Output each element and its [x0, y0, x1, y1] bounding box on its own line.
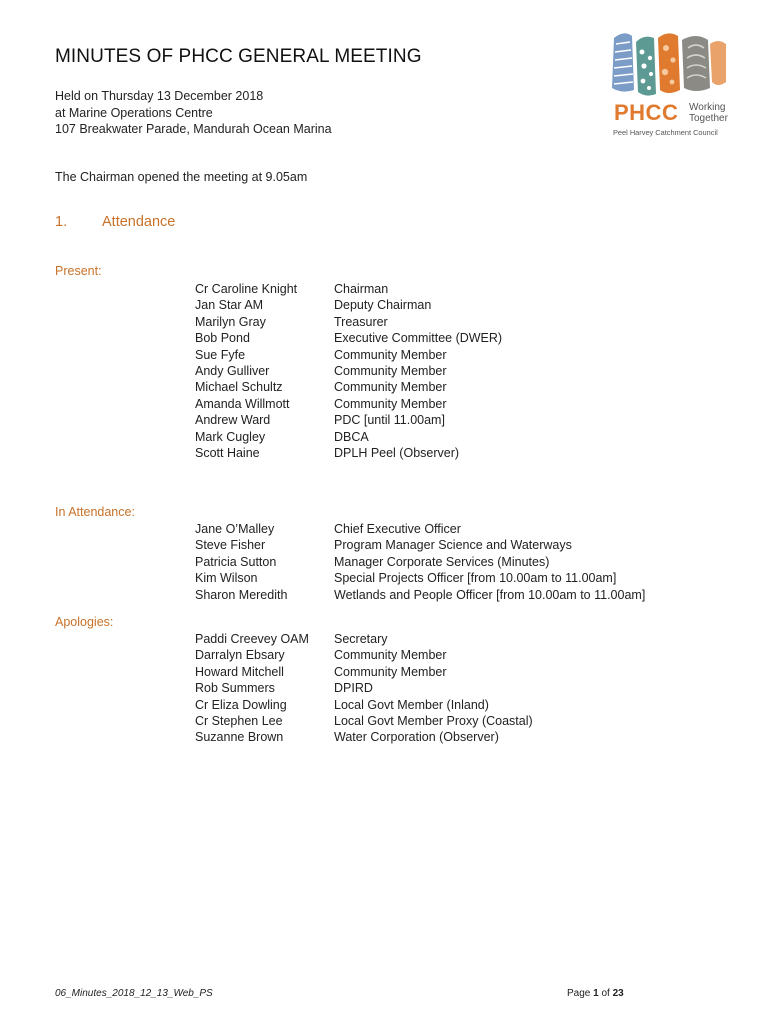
attendee-role: DPLH Peel (Observer) — [334, 445, 460, 460]
attendee-name: Michael Schultz — [195, 380, 283, 395]
of-word: of — [601, 988, 610, 999]
attendee-role: Local Govt Member (Inland) — [334, 697, 489, 712]
page-title: MINUTES OF PHCC GENERAL MEETING — [55, 46, 422, 67]
logo-wordmark: PHCC — [614, 100, 679, 125]
attendee-name: Cr Stephen Lee — [195, 713, 283, 728]
attendee-role: Wetlands and People Officer [from 10.00am to 11.00am] — [334, 587, 646, 602]
attendee-role: DBCA — [334, 429, 369, 444]
attendee-name: Andrew Ward — [195, 413, 271, 428]
attendee-role: Secretary — [334, 632, 388, 646]
attendee-role: Special Projects Officer [from 10.00am to 11.00am] — [334, 571, 617, 586]
attendee-name: Sue Fyfe — [195, 347, 246, 362]
logo-tagline-line2: Together — [689, 112, 728, 124]
attendee-role: Community Member — [334, 380, 447, 395]
attendee-name: Kim Wilson — [195, 571, 258, 586]
logo-subtitle: Peel Harvey Catchment Council — [613, 128, 718, 137]
meeting-venue: at Marine Operations Centre — [55, 105, 213, 120]
attendee-name: Amanda Willmott — [195, 396, 290, 411]
logo-orange-stripe — [658, 33, 680, 93]
attendee-name: Jan Star AM — [195, 298, 264, 313]
attendee-role: Treasurer — [334, 314, 388, 329]
meeting-details — [55, 88, 332, 138]
attendee-name: Paddi Creevey OAM — [195, 632, 309, 646]
attendee-name: Mark Cugley — [195, 429, 266, 444]
apologies-label: Apologies: — [55, 615, 114, 629]
in-attendance-label: In Attendance: — [55, 505, 135, 519]
attendee-name: Bob Pond — [195, 331, 250, 346]
page-total: 23 — [612, 988, 624, 999]
attendee-role: Community Member — [334, 664, 447, 679]
attendee-name: Rob Summers — [195, 681, 275, 696]
attendee-name: Patricia Sutton — [195, 554, 277, 569]
attendee-name: Sharon Meredith — [195, 587, 288, 602]
attendee-role: DPIRD — [334, 681, 373, 696]
page-word: Page — [567, 988, 591, 999]
footer-filename: 06_Minutes_2018_12_13_Web_PS — [55, 988, 213, 999]
section-title: Attendance — [102, 214, 176, 230]
present-label: Present: — [55, 264, 102, 278]
attendee-name: Suzanne Brown — [195, 730, 284, 745]
attendee-name: Marilyn Gray — [195, 314, 266, 329]
footer-page-number — [567, 988, 624, 999]
attendee-role: PDC [until 11.00am] — [334, 413, 445, 428]
attendee-role: Executive Committee (DWER) — [334, 331, 503, 346]
attendee-role: Community Member — [334, 648, 447, 663]
attendee-role: Chairman — [334, 282, 389, 296]
attendee-name: Darralyn Ebsary — [195, 648, 285, 663]
attendee-name: Scott Haine — [195, 445, 260, 460]
attendee-role: Program Manager Science and Waterways — [334, 538, 572, 553]
attendee-role: Community Member — [334, 363, 447, 378]
meeting-address: 107 Breakwater Parade, Mandurah Ocean Marina — [55, 122, 332, 136]
section-number: 1. — [55, 214, 68, 230]
page-current: 1 — [593, 988, 599, 999]
opening-statement: The Chairman opened the meeting at 9.05am — [55, 170, 308, 184]
attendee-role: Water Corporation (Observer) — [334, 730, 499, 745]
meeting-date: Held on Thursday 13 December 2018 — [55, 89, 264, 103]
attendee-name: Jane O’Malley — [195, 522, 275, 536]
attendee-name: Howard Mitchell — [195, 664, 284, 679]
attendee-role: Community Member — [334, 396, 447, 411]
attendee-role: Manager Corporate Services (Minutes) — [334, 554, 550, 569]
attendee-name: Cr Eliza Dowling — [195, 697, 287, 712]
attendee-role: Deputy Chairman — [334, 298, 432, 313]
attendee-role: Chief Executive Officer — [334, 522, 461, 536]
attendee-name: Cr Caroline Knight — [195, 282, 298, 296]
attendee-role: Community Member — [334, 347, 447, 362]
logo-tagline — [689, 103, 728, 124]
attendee-name: Andy Gulliver — [195, 363, 270, 378]
attendee-name: Steve Fisher — [195, 538, 266, 553]
attendee-role: Local Govt Member Proxy (Coastal) — [334, 713, 533, 728]
logo-tagline-line1: Working — [689, 102, 726, 113]
